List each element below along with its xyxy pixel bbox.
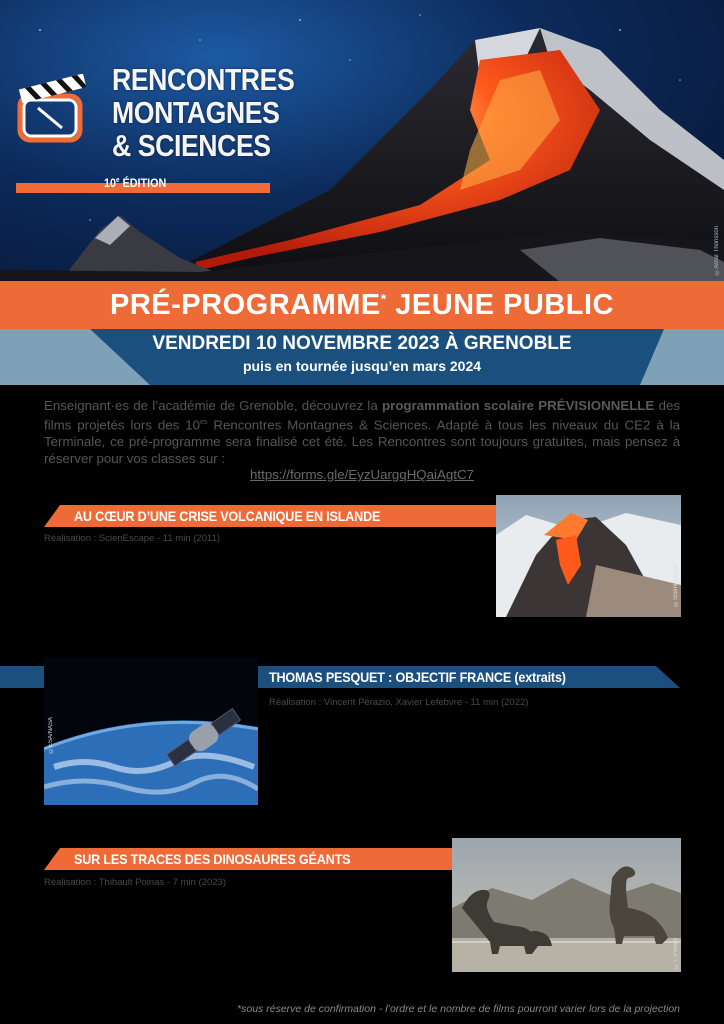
intro-text: Enseignant·es de l’académie de Grenoble, découvrez la programmation scolaire PRÉVISIONNELLE des films projetés lors des $10^{es}$ Rencontres Montagnes & Sciences. Adapté à tous les niveaux du CE2 à la Terminale, ce pré-programme sera finalisé cet été. Les Rencontres sont toujours gratuites, mais pensez à réserver pour vos classes sur : [44, 398, 681, 467]
event-date: VENDREDI 10 NOVEMBRE 2023 À GRENOBLE [152, 333, 572, 354]
film-1-meta: Réalisation : ScienEscape - 11 min (2011) [44, 533, 221, 544]
film-1-image [496, 495, 681, 617]
film-2-image [44, 657, 258, 805]
logo-line-2: MONTAGNES [112, 95, 280, 130]
page-title: PRÉ-PROGRAMME* JEUNE PUBLIC [110, 289, 614, 321]
film-3-credit: ©T. Poinas [673, 938, 679, 969]
film-2-meta: Réalisation : Vincent Pérazio, Xavier Lefebvre - 11 min (2022) [269, 697, 529, 708]
reservation-link[interactable]: https://forms.gle/EyzUargqHQaiAgtC7 [250, 467, 474, 482]
film-2-credit: ©ESA/NASA [48, 717, 54, 754]
film-3-title: SUR LES TRACES DES DINOSAURES GÉANTS [74, 851, 351, 867]
photo-credit: ©Arnar Thorisson [714, 226, 720, 275]
logo-line-3: & SCIENCES [112, 128, 271, 163]
tour-dates: puis en tournée jusqu’en mars 2024 [242, 358, 482, 374]
hero-image [0, 0, 724, 282]
film-1-credit: ©ScienEscape [673, 565, 679, 607]
film-3-image [452, 838, 681, 972]
footnote: *sous réserve de confirmation - l’ordre et le nombre de films pourront varier lors de la projection [237, 1003, 680, 1015]
logo-line-1: RENCONTRES [112, 62, 295, 97]
clapperboard-carabiner-icon [16, 74, 94, 152]
film-2-title: THOMAS PESQUET : OBJECTIF FRANCE (extraits) [269, 669, 566, 685]
edition-label: 10e ÉDITION [104, 176, 167, 190]
film-1-title: AU CŒUR D’UNE CRISE VOLCANIQUE EN ISLANDE [74, 508, 381, 524]
film-3-meta: Réalisation : Thibault Poinas - 7 min (2023) [44, 877, 227, 888]
volcano-illustration [0, 0, 724, 282]
